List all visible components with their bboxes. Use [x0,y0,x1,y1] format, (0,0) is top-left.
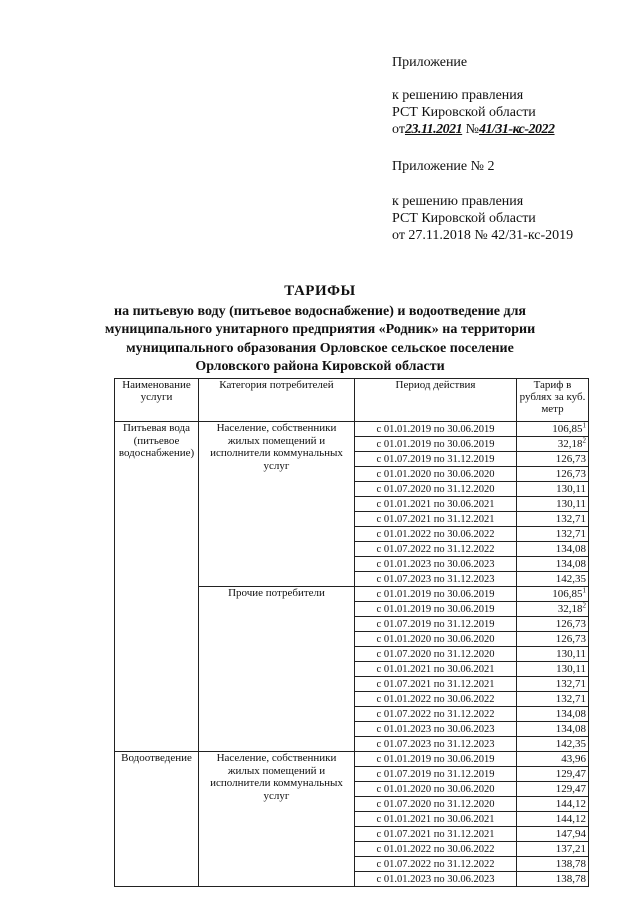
period-cell: с 01.07.2021 по 31.12.2021 [355,512,517,527]
tariffs-table [114,378,589,887]
tariff-value: 132,71 [555,677,586,690]
period-cell: с 01.07.2021 по 31.12.2021 [355,677,517,692]
tariff-value: 126,73 [555,617,586,630]
tariff-cell [517,677,589,692]
footnote-marker: 2 [582,600,586,609]
appendix-block-original [392,158,573,244]
period-cell: с 01.01.2019 по 30.06.2019 [355,437,517,452]
tariff-value: 126,73 [555,467,586,480]
org-line: РСТ Кировской области [392,105,536,120]
tariff-value: 129,47 [555,782,586,795]
decision-line: к решению правления [392,88,524,103]
tariff-value: 130,11 [556,662,586,675]
tariff-value: 130,11 [556,482,586,495]
appendix2-org-line: РСТ Кировской области [392,211,536,226]
period-cell: с 01.01.2020 по 30.06.2020 [355,632,517,647]
tariff-value: 132,71 [555,512,586,525]
tariff-cell [517,872,589,887]
tariff-value: 130,11 [556,647,586,660]
period-cell: с 01.07.2021 по 31.12.2021 [355,827,517,842]
decision-ref-line [392,121,555,138]
period-cell: с 01.01.2023 по 30.06.2023 [355,722,517,737]
tariff-value: 134,08 [555,542,586,555]
period-cell: с 01.07.2019 по 31.12.2019 [355,452,517,467]
period-cell: с 01.01.2020 по 30.06.2020 [355,782,517,797]
tariff-value: 132,71 [555,692,586,705]
tariff-value: 138,78 [555,857,586,870]
tariff-value: 144,12 [555,812,586,825]
tariff-cell [517,827,589,842]
tariff-cell [517,767,589,782]
from-prefix: от [392,122,405,137]
document-title [60,282,580,377]
period-cell: с 01.01.2021 по 30.06.2021 [355,497,517,512]
tariff-value: 126,73 [555,632,586,645]
header-service: Наименование услуги [115,379,199,422]
period-cell: с 01.01.2021 по 30.06.2021 [355,812,517,827]
title-line-1: на питьевую воду (питьевое водоснабжение) и водоотведение для [114,303,526,319]
period-cell: с 01.01.2022 по 30.06.2022 [355,527,517,542]
tariff-cell [517,632,589,647]
period-cell: с 01.01.2023 по 30.06.2023 [355,872,517,887]
period-cell: с 01.01.2019 по 30.06.2019 [355,587,517,602]
tariff-cell [517,617,589,632]
period-cell: с 01.01.2022 по 30.06.2022 [355,692,517,707]
tariff-cell [517,692,589,707]
tariff-value: 43,96 [561,752,586,765]
period-cell: с 01.07.2022 по 31.12.2022 [355,707,517,722]
appendix2-decision-line: к решению правления [392,194,524,209]
tariff-cell [517,797,589,812]
tariff-value: 137,21 [555,842,586,855]
period-cell: с 01.07.2020 по 31.12.2020 [355,482,517,497]
period-cell: с 01.07.2022 по 31.12.2022 [355,542,517,557]
tariff-cell [517,602,589,617]
tariff-value: 134,08 [555,722,586,735]
title-line-2: муниципального унитарного предприятия «Родник» на территории [104,322,536,337]
tariff-value: 130,11 [556,497,586,510]
tariff-cell [517,482,589,497]
tariff-value: 142,35 [555,737,586,750]
period-cell: с 01.07.2019 по 31.12.2019 [355,767,517,782]
tariff-cell [517,752,589,767]
appendix2-ref-line: от 27.11.2018 № 42/31-кс-2019 [392,228,574,243]
tariff-value: 106,85 [552,422,583,435]
category-cell: Население, собственники жилых помещений и исполнители коммунальных услуг [199,752,355,887]
appendix-block-current [392,54,555,138]
category-cell: Прочие потребители [199,587,355,752]
handwritten-number: 41/31-кс-2022 [479,122,555,137]
service-name-cell: Питьевая вода (питьевое водоснабжение) [115,422,199,752]
header-category: Категория потребителей [199,379,355,422]
tariff-cell [517,497,589,512]
number-sign: № [465,122,480,137]
table-row [115,752,589,767]
tariff-cell [517,557,589,572]
footnote-marker: 1 [582,420,586,429]
tariff-cell [517,812,589,827]
service-name-cell: Водоотведение [115,752,199,887]
tariff-cell [517,662,589,677]
handwritten-date: 23.11.2021 [404,122,463,137]
period-cell: с 01.01.2020 по 30.06.2020 [355,467,517,482]
appendix-label: Приложение [392,55,468,70]
tariff-cell [517,857,589,872]
period-cell: с 01.07.2019 по 31.12.2019 [355,617,517,632]
tariff-value: 144,12 [555,797,586,810]
tariff-cell [517,782,589,797]
period-cell: с 01.07.2022 по 31.12.2022 [355,857,517,872]
period-cell: с 01.01.2019 по 30.06.2019 [355,752,517,767]
header-period: Период действия [355,379,517,422]
category-cell: Население, собственники жилых помещений и исполнители коммунальных услуг [199,422,355,587]
title-main: ТАРИФЫ [284,283,356,299]
tariff-value: 134,08 [555,557,586,570]
period-cell: с 01.01.2019 по 30.06.2019 [355,602,517,617]
table-header-row [115,379,589,422]
appendix2-label: Приложение № 2 [392,159,495,174]
tariff-value: 138,78 [555,872,586,885]
tariff-value: 134,08 [555,707,586,720]
tariff-cell [517,647,589,662]
period-cell: с 01.07.2020 по 31.12.2020 [355,647,517,662]
tariff-value: 32,18 [557,602,583,615]
tariff-cell [517,512,589,527]
period-cell: с 01.01.2021 по 30.06.2021 [355,662,517,677]
period-cell: с 01.07.2023 по 31.12.2023 [355,572,517,587]
table-body [115,422,589,887]
period-cell: с 01.01.2019 по 30.06.2019 [355,422,517,437]
table-row [115,422,589,437]
tariff-value: 32,18 [557,437,583,450]
period-cell: с 01.07.2020 по 31.12.2020 [355,797,517,812]
tariff-cell [517,722,589,737]
tariff-cell [517,707,589,722]
tariff-cell [517,467,589,482]
title-line-4: Орловского района Кировской области [195,359,445,374]
tariff-cell [517,737,589,752]
footnote-marker: 2 [582,435,586,444]
footnote-marker: 1 [582,585,586,594]
tariff-value: 142,35 [555,572,586,585]
tariff-value: 126,73 [555,452,586,465]
tariff-cell [517,542,589,557]
tariff-cell [517,452,589,467]
tariff-cell [517,437,589,452]
tariff-cell [517,422,589,437]
tariff-value: 129,47 [555,767,586,780]
tariff-value: 106,85 [552,587,583,600]
period-cell: с 01.01.2022 по 30.06.2022 [355,842,517,857]
period-cell: с 01.01.2023 по 30.06.2023 [355,557,517,572]
tariff-cell [517,572,589,587]
tariff-value: 147,94 [555,827,586,840]
header-tariff: Тариф в рублях за куб. метр [517,379,589,422]
title-line-3: муниципального образования Орловское сельское поселение [126,340,514,356]
tariff-cell [517,527,589,542]
tariff-cell [517,842,589,857]
tariff-value: 132,71 [555,527,586,540]
tariff-cell [517,587,589,602]
period-cell: с 01.07.2023 по 31.12.2023 [355,737,517,752]
